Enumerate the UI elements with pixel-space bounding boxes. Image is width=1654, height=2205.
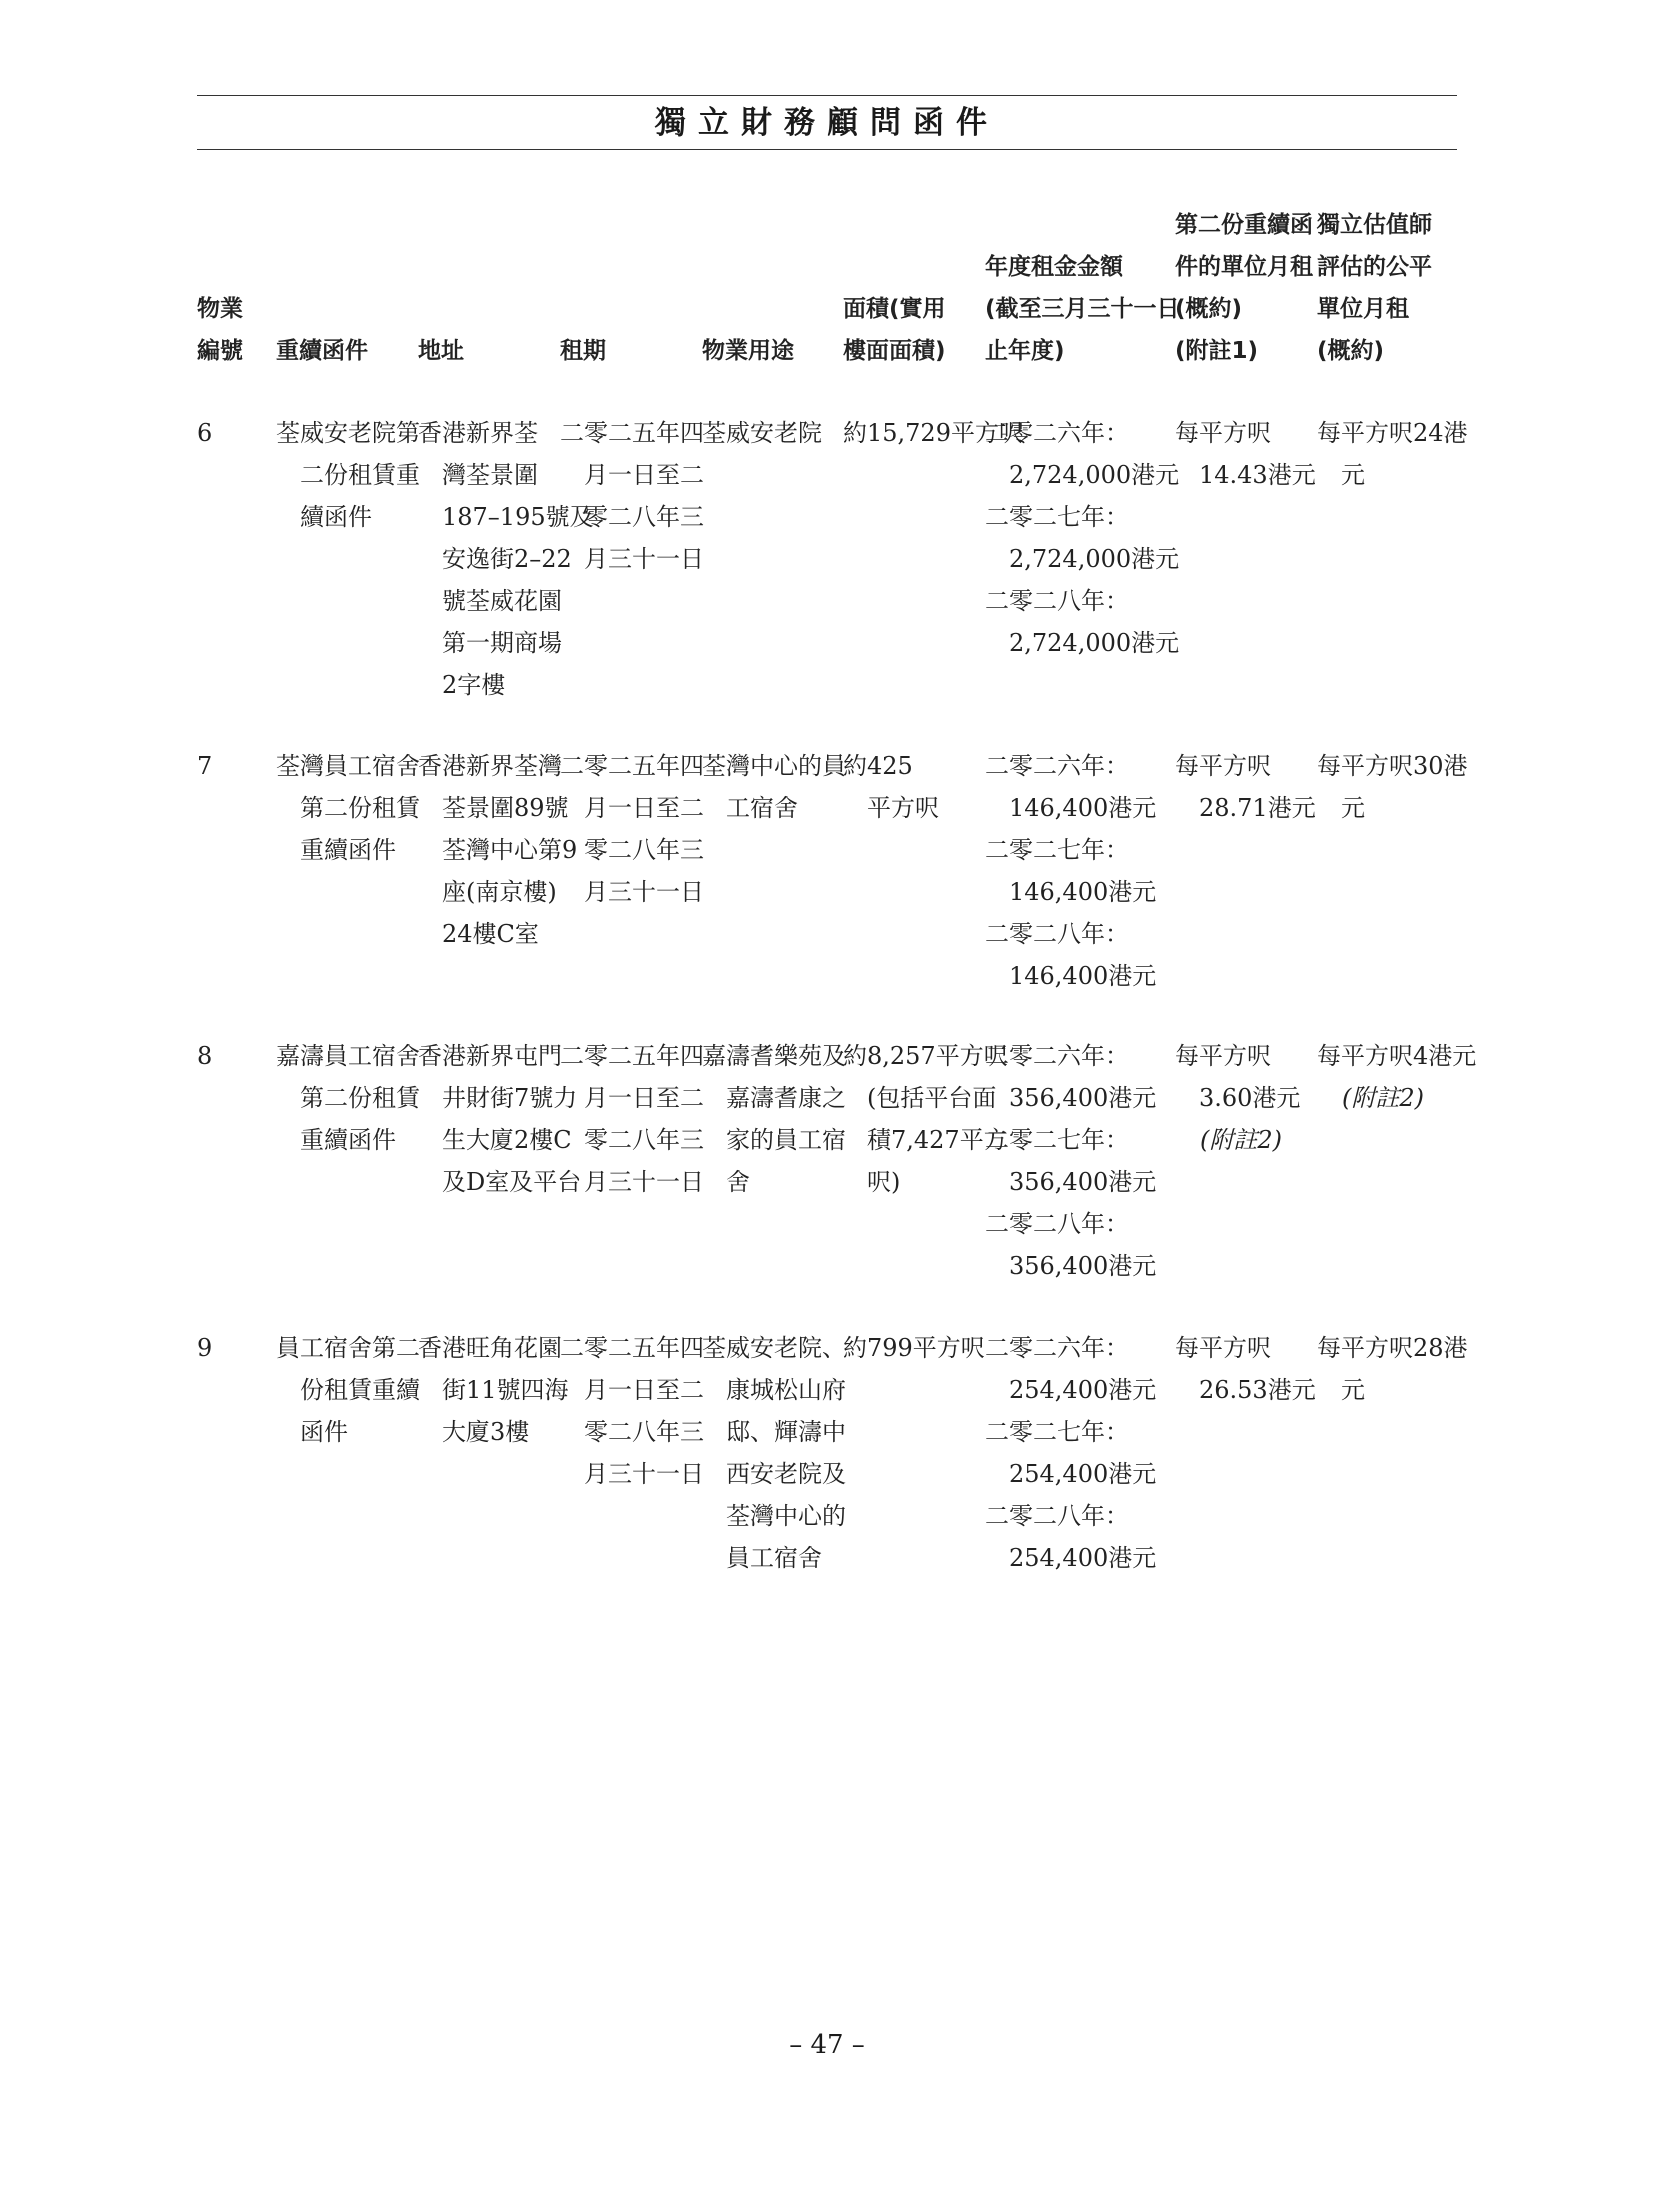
row-8-unit-rent-note: (附註2) — [1200, 1126, 1282, 1154]
top-rule — [197, 95, 1457, 96]
row-8-term: 二零二五年四 月一日至二 零二八年三 月三十一日 — [560, 1042, 704, 1196]
col-header-renewal: 重續函件 — [276, 338, 368, 364]
row-9-renewal: 員工宿舍第二 份租賃重續 函件 — [276, 1334, 420, 1446]
row-6-address: 香港新界荃 灣荃景圍 187–195號及 安逸街2–22 號荃威花園 第一期商場 2字樓 — [418, 419, 594, 699]
row-9-usage: 荃威安老院、 康城松山府 邸、輝濤中 西安老院及 荃灣中心的 員工宿舍 — [702, 1334, 846, 1572]
row-9-term: 二零二五年四 月一日至二 零二八年三 月三十一日 — [560, 1334, 704, 1488]
row-7-renewal: 荃灣員工宿舍 第二份租賃 重續函件 — [276, 752, 420, 864]
row-7-area: 約425 平方呎 — [843, 752, 939, 822]
row-8-annual-rent: 二零二六年： 356,400港元 二零二七年： 356,400港元 二零二八年： 356,400港元 — [985, 1042, 1157, 1280]
page-title: 獨立財務顧問函件 — [655, 105, 999, 141]
row-8-no: 8 — [197, 1042, 213, 1070]
row-9-fair-rent: 每平方呎28港 元 — [1317, 1334, 1468, 1404]
col-header-area: 面積(實用 樓面面積) — [843, 296, 946, 364]
col-header-unit-rent-note: (附註1) — [1175, 338, 1259, 364]
row-6-unit-rent: 每平方呎 14.43港元 — [1175, 419, 1316, 489]
row-6-term: 二零二五年四 月一日至二 零二八年三 月三十一日 — [560, 419, 704, 573]
row-7-fair-rent: 每平方呎30港 元 — [1317, 752, 1468, 822]
row-7-usage: 荃灣中心的員 工宿舍 — [702, 752, 846, 822]
row-8-fair-rent-note: (附註2) — [1342, 1084, 1424, 1112]
row-6-usage: 荃威安老院 — [702, 419, 822, 447]
col-header-fair-rent: 獨立估值師 評估的公平 單位月租 (概約) — [1317, 212, 1432, 364]
col-header-usage: 物業用途 — [702, 338, 794, 364]
col-header-no: 物業 編號 — [197, 296, 243, 364]
row-9-annual-rent: 二零二六年： 254,400港元 二零二七年： 254,400港元 二零二八年： 254,400港元 — [985, 1334, 1157, 1572]
row-6-annual-rent: 二零二六年： 2,724,000港元 二零二七年： 2,724,000港元 二零二八年： 2,724,000港元 — [985, 419, 1180, 657]
col-header-annual-rent: 年度租金金額 (截至三月三十一日 止年度) — [985, 254, 1180, 364]
row-9-address: 香港旺角花園 街11號四海 大廈3樓 — [418, 1334, 569, 1446]
row-8-renewal: 嘉濤員工宿舍 第二份租賃 重續函件 — [276, 1042, 420, 1154]
col-header-unit-rent: 第二份重續函 件的單位月租 (概約) — [1175, 212, 1313, 322]
row-9-area: 約799平方呎 — [843, 1334, 985, 1362]
col-header-address: 地址 — [418, 338, 464, 364]
row-8-fair-rent: 每平方呎4港元 — [1317, 1042, 1477, 1070]
row-7-term: 二零二五年四 月一日至二 零二八年三 月三十一日 — [560, 752, 704, 906]
title-rule — [197, 149, 1457, 150]
row-9-unit-rent: 每平方呎 26.53港元 — [1175, 1334, 1316, 1404]
row-6-renewal: 荃威安老院第 二份租賃重 續函件 — [276, 419, 420, 531]
row-8-address: 香港新界屯門 井財街7號力 生大廈2樓C 及D室及平台 — [418, 1042, 582, 1196]
row-8-unit-rent: 每平方呎 3.60港元 — [1175, 1042, 1301, 1112]
row-6-fair-rent: 每平方呎24港 元 — [1317, 419, 1468, 489]
row-7-no: 7 — [197, 752, 213, 780]
row-8-usage: 嘉濤耆樂苑及 嘉濤耆康之 家的員工宿 舍 — [702, 1042, 846, 1196]
row-6-area: 約15,729平方呎 — [843, 419, 1023, 447]
col-header-term: 租期 — [560, 338, 606, 364]
row-8-area: 約8,257平方呎 (包括平台面 積7,427平方 呎) — [843, 1042, 1008, 1196]
page-number: – 47 – — [789, 2030, 865, 2060]
row-7-address: 香港新界荃灣 荃景圍89號 荃灣中心第9 座(南京樓) 24樓C室 — [418, 752, 578, 948]
row-7-annual-rent: 二零二六年： 146,400港元 二零二七年： 146,400港元 二零二八年： 146,400港元 — [985, 752, 1157, 990]
row-7-unit-rent: 每平方呎 28.71港元 — [1175, 752, 1316, 822]
row-9-no: 9 — [197, 1334, 213, 1362]
row-6-no: 6 — [197, 419, 213, 447]
